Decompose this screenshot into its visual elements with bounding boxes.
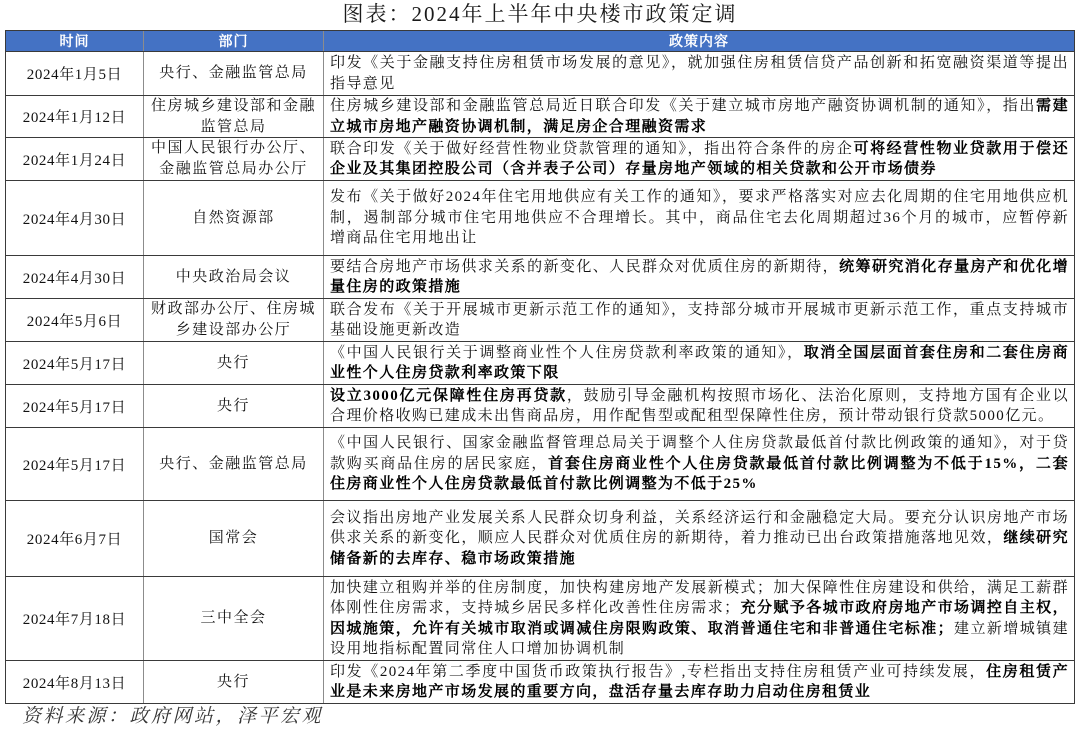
policy-text	[330, 96, 1069, 137]
date-cell: 2024年5月17日	[6, 342, 144, 384]
policy-text-segment: 联合印发《关于做好经营性物业贷款管理的通知》，指出符合条件的房企	[330, 140, 854, 157]
table-row	[6, 256, 1074, 299]
department-label: 央行	[216, 354, 250, 371]
policy-text-segment: 发布《关于做好2024年住宅用地供应有关工作的通知》，要求严格落实对应去化周期的住宅用地供应机制，遏制部分城市住宅用地供应不合理增长。其中，商品住宅去化周期超过36个月的城市，应暂停新增商品住宅用地出让	[330, 189, 1069, 247]
policy-content-cell	[324, 256, 1074, 298]
department-cell	[144, 181, 324, 255]
policy-content-cell	[324, 342, 1074, 384]
department-cell	[144, 501, 324, 576]
department-cell	[144, 428, 324, 500]
date-cell: 2024年7月18日	[6, 577, 144, 660]
policy-content-cell	[324, 385, 1074, 427]
department-label: 住房城乡建设部和金融监管总局	[150, 97, 316, 135]
policy-text	[330, 662, 1069, 703]
department-label: 中央政治局会议	[175, 268, 292, 285]
policy-text	[330, 300, 1069, 341]
source-note: 资料来源：政府网站，泽平宏观	[22, 706, 324, 727]
date-cell: 2024年1月24日	[6, 138, 144, 180]
policy-text-segment: 《中国人民银行关于调整商业性个人住房贷款利率政策的通知》，	[330, 344, 804, 361]
date-cell: 2024年5月17日	[6, 428, 144, 500]
column-header-department: 部门	[144, 31, 324, 51]
date-cell: 2024年4月30日	[6, 256, 144, 298]
policy-content-cell	[324, 181, 1074, 255]
policy-text-emphasis: 需建立城市房地产融资协调机制，满足房企合理融资需求	[330, 98, 1069, 135]
policy-content-cell	[324, 501, 1074, 576]
policy-text-segment: 要结合房地产市场供求关系的新变化、人民群众对优质住房的新期待，	[330, 258, 840, 275]
policy-text	[330, 343, 1069, 384]
policy-text	[330, 578, 1069, 660]
date-cell: 2024年8月13日	[6, 661, 144, 703]
policy-text-segment: 加快建立租购并举的住房制度，加快构建房地产发展新模式；加大保障性住房建设和供给，满足工薪群体刚性住房需求，支持城乡居民多样化改善性住房需求；	[330, 579, 1069, 616]
policy-text-emphasis: 取消全国层面首套住房和二套住房商业性个人住房贷款利率政策下限	[330, 344, 1069, 381]
date-cell: 2024年4月30日	[6, 181, 144, 255]
table-row	[6, 385, 1074, 428]
department-label: 三中全会	[200, 610, 267, 626]
department-cell	[144, 385, 324, 427]
policy-content-cell	[324, 577, 1074, 660]
policy-text-emphasis: 充分赋予各城市政府房地产市场调控自主权，因城施策，允许有关城市取消或调减住房限购政策、取消普通住宅和非普通住宅标准；	[330, 600, 1069, 637]
table-row	[6, 577, 1074, 661]
department-label: 国常会	[208, 530, 259, 546]
policy-text-segment: 《中国人民银行、国家金融监督管理总局关于调整个人住房贷款最低首付款比例政策的通知》，对于贷款购买商品住房的居民家庭，	[330, 435, 1069, 472]
policy-text-emphasis: 设立3000亿元保障性住房再贷款	[330, 387, 567, 404]
policy-text-segment: 印发《关于金融支持住房租赁市场发展的意见》，就加强住房租赁信贷产品创新和拓宽融资渠道等提出指导意见	[330, 55, 1069, 92]
policy-text-emphasis: 住房租赁产业是未来房地产市场发展的重要方向，盘活存量去库存助力启动住房租赁业	[330, 663, 1069, 700]
policy-text	[330, 139, 1069, 180]
table-row	[6, 52, 1074, 96]
policy-text-emphasis: 首套住房商业性个人住房贷款最低首付款比例调整为不低于15%，二套住房商业性个人住房贷款最低首付款比例调整为不低于25%	[330, 455, 1069, 493]
figure-title: 图表：2024年上半年中央楼市政策定调	[342, 2, 738, 26]
policy-text-segment: 联合发布《关于开展城市更新示范工作的通知》，支持部分城市开展城市更新示范工作，重点支持城市基础设施更新改造	[330, 301, 1069, 338]
department-label: 中国人民银行办公厅、金融监管总局办公厅	[150, 140, 316, 177]
policy-text	[330, 386, 1069, 427]
department-label: 央行	[216, 397, 250, 414]
department-cell	[144, 299, 324, 341]
table-row	[6, 428, 1074, 501]
policy-text	[330, 433, 1069, 495]
date-cell: 2024年1月5日	[6, 52, 144, 95]
policy-text-segment: ，鼓励引导金融机构按照市场化、法治化原则，支持地方国有企业以合理价格收购已建成未出售商品房，用作配售型或配租型保障性住房，预计带动银行贷款5000亿元。	[330, 387, 1069, 424]
policy-text	[330, 508, 1069, 570]
table-row	[6, 138, 1074, 181]
policy-content-cell	[324, 428, 1074, 500]
department-label: 央行、金融监管总局	[159, 65, 308, 81]
policy-text-segment: 会议指出房地产业发展关系人民群众切身利益，关系经济运行和金融稳定大局。要充分认识房地产市场供求关系的新变化，顺应人民群众对优质住房的新期待，着力推动已出台政策措施落地见效，	[330, 509, 1069, 547]
table-row	[6, 501, 1074, 577]
policy-text-segment: 住房城乡建设部和金融监管总局近日联合印发《关于建立城市房地产融资协调机制的通知》，指出	[330, 98, 1036, 114]
policy-text-emphasis: 可将经营性物业贷款用于偿还企业及其集团控股公司（含并表子公司）存量房地产领域的相关贷款和公开市场债券	[330, 140, 1069, 177]
date-cell: 2024年5月17日	[6, 385, 144, 427]
policy-content-cell	[324, 661, 1074, 703]
table-row	[6, 181, 1074, 256]
policy-text	[330, 187, 1069, 249]
department-label: 自然资源部	[192, 209, 275, 226]
department-cell	[144, 256, 324, 298]
table-row	[6, 96, 1074, 138]
department-label: 财政部办公厅、住房城乡建设部办公厅	[150, 301, 316, 338]
department-label: 央行	[216, 673, 250, 690]
policy-text-emphasis: 继续研究储备新的去库存、稳市场政策措施	[330, 530, 1069, 567]
policy-text	[330, 257, 1069, 298]
department-cell	[144, 96, 324, 137]
column-header-policy-content: 政策内容	[669, 33, 729, 49]
policy-text-emphasis: 统筹研究消化存量房产和优化增量住房的政策措施	[330, 258, 1070, 295]
policy-content-cell	[324, 52, 1074, 95]
department-label: 央行、金融监管总局	[159, 455, 308, 472]
department-cell	[144, 577, 324, 660]
table-header-row	[6, 31, 1074, 52]
policy-text-segment: 建立新增城镇建设用地指标配置同常住人口增加协调机制	[330, 620, 1069, 657]
policy-text	[330, 53, 1069, 94]
table-body	[6, 52, 1074, 703]
table-row	[6, 342, 1074, 385]
policy-content-cell	[324, 138, 1074, 180]
policy-content-cell	[324, 96, 1074, 137]
department-cell	[144, 342, 324, 384]
policy-text-segment: 印发《2024年第二季度中国货币政策执行报告》,专栏指出支持住房租赁产业可持续发展，	[330, 663, 987, 680]
date-cell: 2024年5月6日	[6, 299, 144, 341]
department-cell	[144, 661, 324, 703]
table-row	[6, 661, 1074, 703]
policy-content-cell	[324, 299, 1074, 341]
table-row	[6, 299, 1074, 342]
date-cell: 2024年6月7日	[6, 501, 144, 576]
department-cell	[144, 52, 324, 95]
department-cell	[144, 138, 324, 180]
date-cell: 2024年1月12日	[6, 96, 144, 137]
column-header-date: 时间	[6, 31, 144, 51]
policy-table	[5, 30, 1075, 704]
